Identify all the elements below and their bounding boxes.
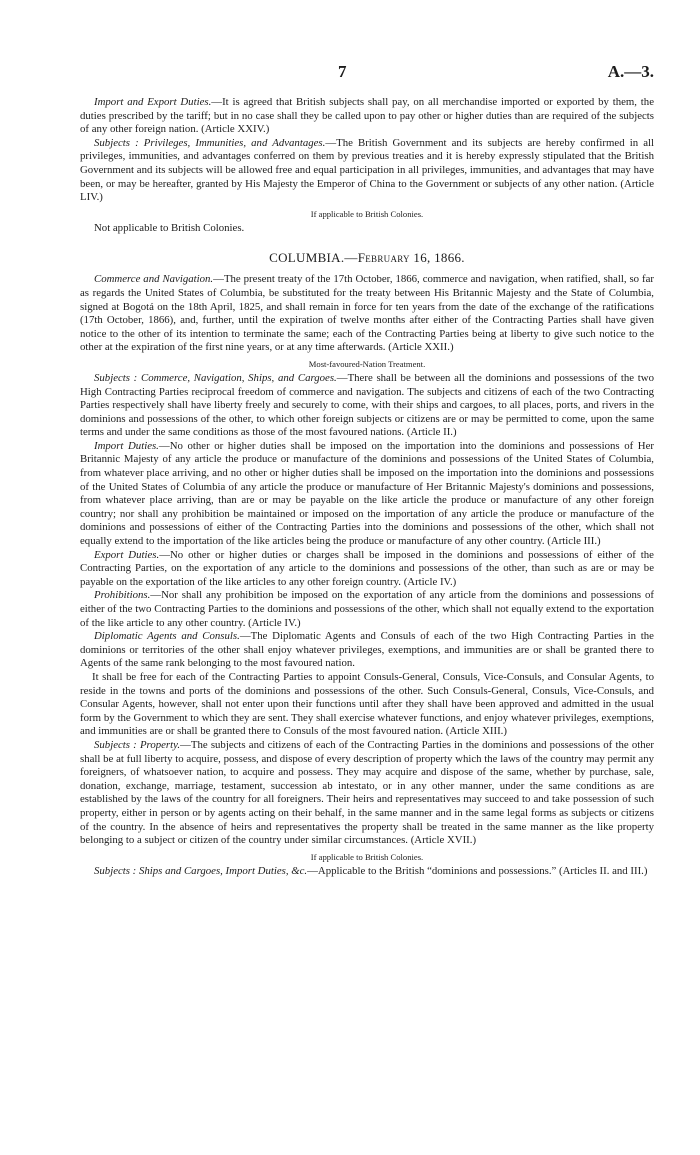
paragraph-commerce-ships-cargoes bbox=[80, 372, 654, 440]
paragraph-text: —No other or higher duties shall be imposed on the importation into the dominions and possessions of Her Britannic Majesty of any article the produce or manufacture of the dominions and possessions of the United States of Columbia, from whatever place arriving, and no other or higher duties shall be imposed on the importation into the dominions and possessions of the United States of Columbia of any article the produce or manufacture of Her Britannic Majesty's dominions and possessions, from whatever place arriving, than are or may be payable on the like article the produce or manufacture of any other foreign country; nor shall any prohibition be maintained or imposed on the importation of any article the produce or manufacture of the dominions and possessions of either of the Contracting Parties into the dominions and possessions of the other, which shall not equally extend to the importation of the like articles being the produce or manufacture of any other country. (Article III.) bbox=[80, 439, 654, 548]
paragraph-label: Subjects : Ships and Cargoes, Import Duties, &c. bbox=[94, 864, 308, 877]
paragraph-label: Subjects : Commerce, Navigation, Ships, and Cargoes. bbox=[94, 371, 337, 384]
paragraph-consuls bbox=[80, 671, 654, 739]
most-favoured-nation-heading: Most-favoured-Nation Treatment. bbox=[308, 358, 426, 369]
heading-title: COLUMBIA.— bbox=[269, 250, 358, 266]
paragraph-export-duties bbox=[80, 549, 654, 590]
paragraph-label: Export Duties. bbox=[94, 548, 160, 561]
paragraph-label: Subjects : Privileges, Immunities, and Advantages. bbox=[94, 136, 326, 149]
paragraph-text: —The present treaty of the 17th October, 1866, commerce and navigation, when ratified, shall, so far as regards the United States of Columbia, be substituted for the treaty between His Britannic Majesty and the State of Columbia, signed at Bogotá on the 18th April, 1825, and shall remain in force for ten years from the date of the exchange of the ratifications (17th October, 1866), and, further, until the expiration of twelve months after either of the Contracting Parties shall have given notice to the other of its intention to terminate the same; each of the Contracting Parties being at liberty to give such notice to the other at the expiration of the first nine years, or at any time afterwards. (Article XXII.) bbox=[80, 273, 655, 354]
paragraph-property bbox=[80, 739, 654, 848]
paragraph-text: —The British Government and its subjects are hereby confirmed in all privileges, immunities, and advantages conferred on them by previous treaties and it is hereby expressly stipulated that the British Government and its subjects will be allowed free and equal participation in all privileges, immunities, and advantages that may have been, or may be hereafter, granted by His Majesty the Emperor of China to the Government or subjects of any other nation. (Article LIV.) bbox=[80, 136, 654, 204]
paragraph-import-export-duties bbox=[80, 96, 654, 137]
paragraph-label: Import Duties. bbox=[94, 439, 159, 452]
paragraph-label: Commerce and Navigation. bbox=[94, 273, 214, 286]
paragraph-ships-cargoes-import bbox=[80, 865, 654, 879]
paragraph-diplomatic-agents bbox=[80, 630, 654, 671]
paragraph-text: —The subjects and citizens of each of the Contracting Parties in the dominions and possessions of the other shall be at full liberty to acquire, possess, and dispose of every description of property which the laws of the country may permit any foreigners, of whatsoever nation, to acquire and possess. They may acquire and dispose of the same, whether by purchase, sale, donation, exchange, marriage, testament, succession ab intestato, or in any other manner, under the same conditions as are established by the laws of the country for all foreigners. Their heirs and representatives may succeed to and take possession of such property, either in person or by agents acting on their behalf, in the same manner and in the same legal forms as subjects or citizens of the country. In the absence of heirs and representatives the property shall be treated in the same manner as the like property belonging to a subject or citizen of the country under similar circumstances. (Article XVII.) bbox=[80, 738, 655, 847]
paragraph-text: It shall be free for each of the Contracting Parties to appoint Consuls-General, Consuls, Vice-Consuls, and Consular Agents, to reside in the towns and ports of the dominions and possessions of the other. Such Consuls-General, Consuls, Vice-Consuls, and Consular Agents, however, shall not enter upon their functions until after they shall have been approved and admitted in the usual form by the Government to which they are sent. They shall exercise whatever functions, and enjoy whatever privileges, exemptions, and immunities are or shall be granted there to Consuls of the most favoured nation. (Article XIII.) bbox=[80, 670, 654, 738]
heading-date: February 16, 1866. bbox=[357, 250, 465, 266]
applicability-note-2: If applicable to British Colonies. bbox=[310, 851, 424, 862]
paragraph-import-duties bbox=[80, 440, 654, 549]
document-body bbox=[80, 96, 654, 878]
section-heading-columbia bbox=[80, 249, 654, 267]
paragraph-text: Not applicable to British Colonies. bbox=[94, 221, 245, 234]
paragraph-label: Diplomatic Agents and Consuls. bbox=[94, 630, 240, 643]
paragraph-text: —Applicable to the British “dominions and possessions.” (Articles II. and III.) bbox=[307, 864, 648, 877]
paragraph-privileges-immunities bbox=[80, 137, 654, 205]
paragraph-label: Import and Export Duties. bbox=[94, 96, 212, 108]
page-number: 7 bbox=[338, 62, 347, 81]
paragraph-text: —The Diplomatic Agents and Consuls of each of the two High Contracting Parties in the dominions or territories of the other shall enjoy whatever privileges, exemptions, and immunities are or shall be granted there to Agents of the same rank belonging to the most favoured nation. bbox=[80, 630, 654, 670]
paragraph-text: —Nor shall any prohibition be imposed on the exportation of any article from the dominions and possessions of either of the two Contracting Parties to the dominions and possessions of the other, which shall not equally extend to the exportation of the like article to any other country. (Article IV.) bbox=[80, 589, 654, 629]
applicability-note: If applicable to British Colonies. bbox=[310, 208, 424, 219]
paragraph-commerce-navigation bbox=[80, 273, 654, 355]
paragraph-text: —It is agreed that British subjects shall pay, on all merchandise imported or exported by them, the duties prescribed by the tariff; but in no case shall they be called upon to pay other or higher duties than are required of the subjects of any other foreign nation. (Article XXIV.) bbox=[80, 96, 654, 136]
paragraph-text: —No other or higher duties or charges shall be imposed in the dominions and possessions of either of the Contracting Parties, on the exportation of any article to the dominions and possessions of the other, than such as are or may be payable on the exportation of the like articles to any other foreign country. (Article IV.) bbox=[80, 548, 654, 588]
paragraph-label: Subjects : Property. bbox=[94, 738, 181, 751]
paragraph-not-applicable bbox=[80, 222, 654, 236]
page-code: A.—3. bbox=[607, 62, 654, 81]
paragraph-prohibitions bbox=[80, 589, 654, 630]
paragraph-text: —There shall be between all the dominions and possessions of the two High Contracting Parties reciprocal freedom of commerce and navigation. The subjects and citizens of each of the two Contracting Parties respectively shall have liberty freely and securely to come, with their ships and cargoes, to all places, ports, and rivers in the dominions and possessions of the other, to which other foreign subjects or citizens are or may be permitted to come, upon the same terms and under the same conditions as those of the most favoured nations. (Article II.) bbox=[80, 371, 654, 439]
paragraph-label: Prohibitions. bbox=[94, 589, 151, 602]
